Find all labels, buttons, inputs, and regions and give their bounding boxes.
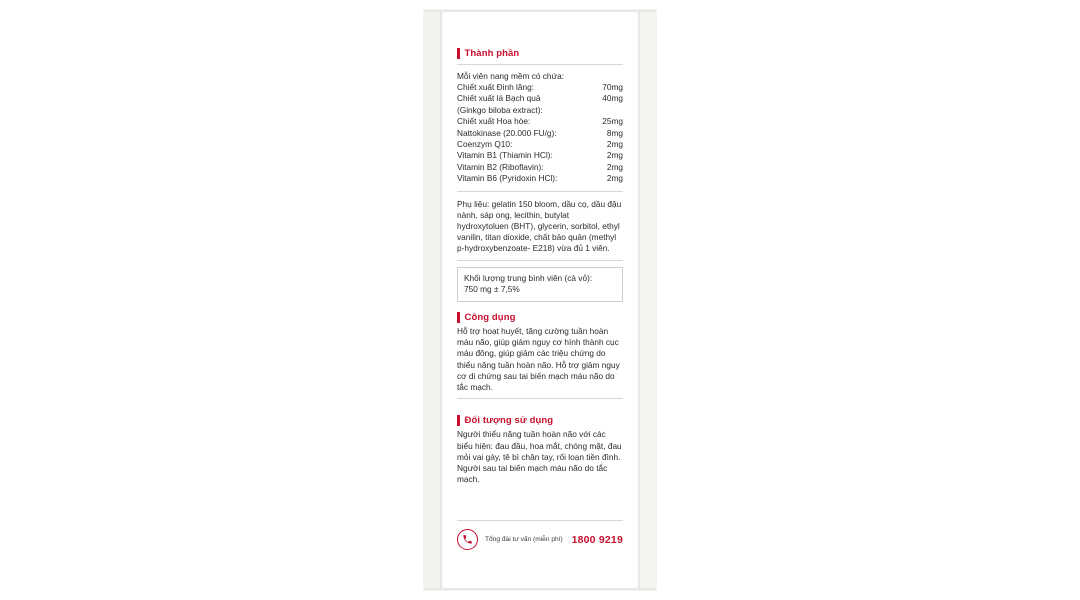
- accent-bar-icon: [457, 48, 460, 59]
- carton-right-edge-shading: [636, 10, 639, 590]
- uses-title: Công dụng: [464, 312, 516, 324]
- carton-left-edge-shading: [441, 10, 444, 590]
- carton-bottom-edge: [424, 588, 656, 590]
- composition-section: [441, 10, 639, 192]
- hotline-row: [457, 529, 623, 550]
- carton-left-fold-panel: [424, 10, 441, 590]
- ingredient-row: [457, 93, 623, 104]
- ingredient-row: [457, 82, 623, 93]
- ingredient-row: [457, 116, 623, 127]
- ingredient-row: [457, 162, 623, 173]
- accent-bar-icon: [457, 312, 460, 323]
- hotline-label: Tổng đài tư vấn (miễn phí): [485, 535, 563, 543]
- ingredient-name: Vitamin B6 (Pyridoxin HCl):: [457, 173, 558, 184]
- phone-icon: [457, 529, 478, 550]
- divider: [457, 191, 623, 192]
- uses-text: Hỗ trợ hoạt huyết, tăng cường tuần hoàn máu não, giúp giảm nguy cơ hình thành cục máu đông, giúp giảm các triệu chứng do thiểu năng tuần hoàn não. Hỗ trợ giảm nguy cơ di chứng sau tai biến mạch máu não do tắc mạch.: [457, 326, 620, 393]
- ingredient-amount: 8mg: [606, 127, 623, 138]
- ingredient-amount: 70mg: [602, 82, 623, 92]
- ingredient-amount: 2mg: [606, 139, 623, 150]
- ingredient-row: [457, 128, 623, 139]
- composition-title: Thành phần: [464, 48, 520, 59]
- ingredient-name: Nattokinase (20.000 FU/g):: [457, 127, 557, 138]
- divider: [457, 64, 623, 65]
- average-weight-value: 750 mg ± 7,5%: [464, 283, 520, 294]
- target-users-title: Đối tượng sử dụng: [464, 415, 554, 427]
- target-users-section: [441, 405, 639, 485]
- ingredient-row: [457, 173, 623, 184]
- divider: [457, 398, 623, 399]
- carton-front-face: [441, 10, 639, 590]
- ingredient-amount: 25mg: [602, 116, 623, 127]
- composition-heading: [457, 48, 623, 59]
- hotline-number: 1800 9219: [571, 533, 623, 546]
- ingredient-name: Chiết xuất lá Bạch quả: [457, 93, 541, 104]
- ingredient-row: [457, 150, 623, 161]
- target-users-heading: [457, 415, 623, 426]
- composition-intro: Mỗi viên nang mềm có chứa:: [457, 71, 565, 81]
- target-users-text: Người thiểu năng tuần hoàn não với các biểu hiện: đau đầu, hoa mắt, chóng mặt, đau mỏi vai gáy, tê bì chân tay, rối loạn tiền đình. Người sau tai biến mạch máu não do tắc mạch.: [457, 429, 622, 485]
- carton-top-edge: [424, 10, 656, 12]
- ingredient-name: Chiết xuất Đinh lăng:: [457, 82, 535, 92]
- ingredient-subname: (Ginkgo biloba extract):: [457, 104, 543, 115]
- ingredient-amount: 40mg: [602, 93, 623, 104]
- hotline-footer: [441, 520, 639, 550]
- accent-bar-icon: [457, 415, 460, 426]
- average-weight-box: [457, 267, 623, 302]
- average-weight-label: Khối lượng trung bình viên (cả vỏ):: [464, 272, 593, 283]
- uses-heading: [457, 312, 623, 323]
- ingredient-name: Vitamin B1 (Thiamin HCl):: [457, 150, 553, 161]
- excipients-text: Phụ liệu: gelatin 150 bloom, dầu cọ, dầu đậu nành, sáp ong, lecithin, butylat hydroxytoluen (BHT), glycerin, sorbitol, ethyl vanilin, titan dioxide, chất bảo quản (methyl p-hydroxybenzoate- E218) vừa đủ 1 viên.: [457, 198, 622, 254]
- divider: [457, 260, 623, 261]
- ingredient-amount: 2mg: [606, 150, 623, 161]
- ingredient-name: Chiết xuất Hoa hòe:: [457, 116, 531, 127]
- carton-right-fold-panel: [639, 10, 656, 590]
- excipients-section: [441, 197, 639, 261]
- ingredient-name: Coenzym Q10:: [457, 139, 513, 150]
- uses-section: [441, 302, 639, 399]
- ingredient-name: Vitamin B2 (Riboflavin):: [457, 161, 544, 172]
- divider: [457, 520, 623, 521]
- ingredient-amount: 2mg: [606, 173, 623, 184]
- ingredient-row: [457, 139, 623, 150]
- ingredient-amount: 2mg: [606, 161, 623, 172]
